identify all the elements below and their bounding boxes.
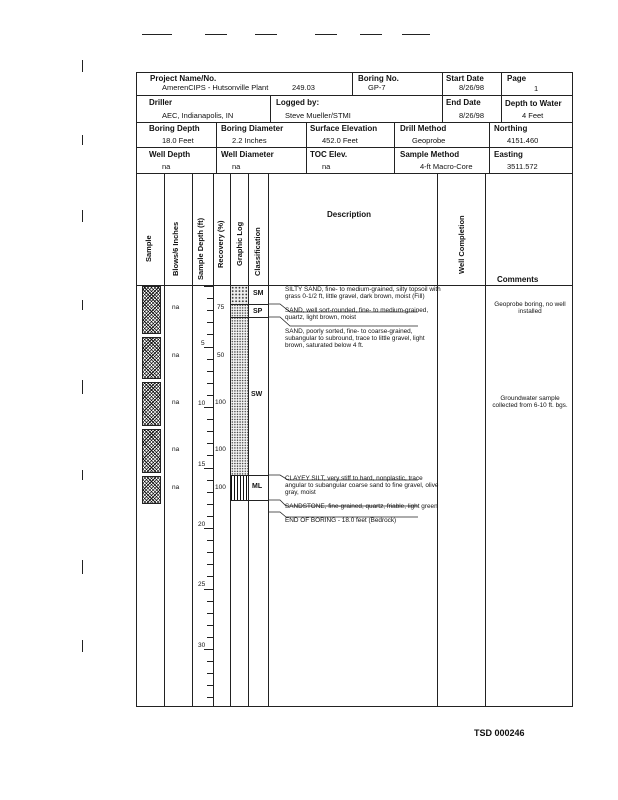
well-depth-label: Well Depth bbox=[149, 150, 191, 159]
scan-mark bbox=[82, 470, 83, 480]
depth-tick bbox=[207, 334, 213, 335]
comment-entry: Groundwater sample collected from 6-10 ft. bgs. bbox=[492, 395, 568, 410]
surface-elevation: 452.0 Feet bbox=[322, 136, 358, 145]
recovery-value: 75 bbox=[217, 304, 225, 311]
description-entry: END OF BORING - 18.0 feet (Bedrock) bbox=[285, 517, 397, 524]
depth-tick bbox=[207, 637, 213, 638]
toc-elevation: na bbox=[322, 162, 331, 171]
depth-tick bbox=[204, 649, 213, 650]
blows-value: na bbox=[172, 484, 180, 491]
depth-tick bbox=[207, 443, 213, 444]
driller: AEC, Indianapolis, IN bbox=[162, 111, 234, 120]
depth-tick bbox=[207, 419, 213, 420]
description-entry: SANDSTONE, fine-grained, quartz, friable, light green bbox=[285, 503, 438, 510]
northing: 4151.460 bbox=[507, 136, 539, 145]
project-label: Project Name/No. bbox=[150, 74, 217, 83]
project-name: AmerenCIPS - Hutsonville Plant bbox=[162, 83, 269, 92]
graphic-log-silty-sand bbox=[231, 286, 248, 304]
logged-by: Steve Mueller/STMI bbox=[285, 111, 351, 120]
graphic-log-sand bbox=[231, 304, 248, 475]
depth-tick-label: 20 bbox=[198, 521, 206, 528]
depth-tick bbox=[207, 576, 213, 577]
col-header-sample: Sample bbox=[144, 235, 153, 262]
depth-tick bbox=[207, 359, 213, 360]
depth-tick bbox=[207, 697, 213, 698]
classification-code: SP bbox=[253, 308, 263, 315]
driller-label: Driller bbox=[149, 98, 173, 107]
depth-tick bbox=[204, 286, 213, 287]
depth-tick bbox=[207, 310, 213, 311]
depth-tick-label: 25 bbox=[198, 581, 206, 588]
depth-tick bbox=[207, 552, 213, 553]
depth-tick bbox=[207, 395, 213, 396]
boring-depth-label: Boring Depth bbox=[149, 124, 200, 133]
northing-label: Northing bbox=[494, 124, 528, 133]
boring-diameter: 2.2 Inches bbox=[232, 136, 267, 145]
col-header-comments: Comments bbox=[497, 275, 539, 284]
col-header-blows: Blows/6 Inches bbox=[171, 221, 180, 276]
description-entry: SAND, well sort-rounded, fine- to medium-grained, quartz, light brown, moist bbox=[285, 307, 429, 322]
col-header-recovery: Recovery (%) bbox=[216, 220, 225, 268]
scan-mark bbox=[82, 210, 83, 222]
description-entry: SILTY SAND, fine- to medium-grained, silty topsoil with grass 0-1/2 ft, little gravel, dark brown, moist (Fill) bbox=[285, 286, 441, 301]
blows-value: na bbox=[172, 446, 180, 453]
sample-method-label: Sample Method bbox=[400, 150, 460, 159]
project-number: 249.03 bbox=[292, 83, 315, 92]
surface-elevation-label: Surface Elevation bbox=[310, 124, 378, 133]
depth-tick-label: 30 bbox=[198, 642, 206, 649]
depth-tick bbox=[207, 625, 213, 626]
depth-tick bbox=[207, 371, 213, 372]
end-date: 8/26/98 bbox=[459, 111, 485, 120]
depth-tick bbox=[207, 298, 213, 299]
end-date-label: End Date bbox=[446, 98, 481, 107]
description-entry: CLAYEY SILT, very stiff to hard, nonplastic, trace angular to subangular coarse sand to fine gravel, olive gray, moist bbox=[285, 475, 439, 497]
drill-method: Geoprobe bbox=[412, 136, 446, 145]
depth-tick bbox=[207, 431, 213, 432]
depth-tick bbox=[204, 589, 213, 590]
col-header-classification: Classification bbox=[253, 227, 262, 276]
scan-mark bbox=[360, 34, 382, 35]
start-date: 8/26/98 bbox=[459, 83, 485, 92]
scan-mark bbox=[82, 135, 83, 145]
scan-mark bbox=[255, 34, 277, 35]
depth-tick bbox=[207, 480, 213, 481]
depth-tick bbox=[207, 673, 213, 674]
boring-depth: 18.0 Feet bbox=[162, 136, 194, 145]
scan-mark bbox=[82, 560, 83, 574]
classification-code: ML bbox=[252, 483, 263, 490]
sample-interval bbox=[142, 476, 161, 504]
scan-mark bbox=[82, 380, 83, 394]
comment-entry: Geoprobe boring, no well installed bbox=[494, 301, 566, 316]
boring-no-label: Boring No. bbox=[358, 74, 399, 83]
graphic-log-clayey-silt bbox=[231, 475, 248, 500]
blows-value: na bbox=[172, 304, 180, 311]
scan-mark bbox=[82, 300, 83, 310]
recovery-value: 100 bbox=[215, 446, 226, 453]
well-diameter: na bbox=[232, 162, 241, 171]
depth-to-water: 4 Feet bbox=[522, 111, 544, 120]
sample-method: 4-ft Macro-Core bbox=[420, 162, 473, 171]
depth-tick bbox=[207, 685, 213, 686]
col-header-well-completion: Well Completion bbox=[457, 215, 466, 274]
depth-tick bbox=[207, 322, 213, 323]
depth-tick bbox=[204, 407, 213, 408]
scan-mark bbox=[402, 34, 430, 35]
col-header-graphic-log: Graphic Log bbox=[235, 221, 244, 266]
toc-elevation-label: TOC Elev. bbox=[310, 150, 348, 159]
document-id: TSD 000246 bbox=[474, 728, 525, 738]
depth-tick bbox=[207, 504, 213, 505]
description-entry: SAND, poorly sorted, fine- to coarse-grained, subangular to subround, trace to little gravel, light brown, saturated below 4 ft. bbox=[285, 328, 425, 350]
logged-by-label: Logged by: bbox=[276, 98, 320, 107]
scan-mark bbox=[82, 640, 83, 652]
boring-no: GP-7 bbox=[368, 83, 386, 92]
depth-tick bbox=[204, 468, 213, 469]
page-number: 1 bbox=[534, 84, 539, 93]
sample-interval bbox=[142, 429, 161, 473]
depth-tick bbox=[207, 516, 213, 517]
well-diameter-label: Well Diameter bbox=[221, 150, 274, 159]
depth-tick bbox=[207, 492, 213, 493]
recovery-value: 100 bbox=[215, 484, 226, 491]
easting-label: Easting bbox=[494, 150, 523, 159]
depth-tick bbox=[207, 613, 213, 614]
page-label: Page bbox=[507, 74, 527, 83]
depth-tick bbox=[204, 347, 213, 348]
depth-tick bbox=[207, 601, 213, 602]
scan-mark bbox=[205, 34, 227, 35]
depth-tick-label: 15 bbox=[198, 461, 206, 468]
classification-code: SM bbox=[253, 290, 264, 297]
scan-mark bbox=[142, 34, 172, 35]
start-date-label: Start Date bbox=[446, 74, 484, 83]
boring-diameter-label: Boring Diameter bbox=[221, 124, 284, 133]
sample-interval bbox=[142, 337, 161, 379]
blows-value: na bbox=[172, 352, 180, 359]
well-depth: na bbox=[162, 162, 171, 171]
classification-code: SW bbox=[251, 391, 263, 398]
scan-mark bbox=[315, 34, 337, 35]
depth-tick bbox=[207, 383, 213, 384]
blows-value: na bbox=[172, 399, 180, 406]
recovery-value: 50 bbox=[217, 352, 225, 359]
depth-tick-label: 5 bbox=[201, 340, 205, 347]
depth-tick bbox=[204, 528, 213, 529]
depth-tick bbox=[207, 564, 213, 565]
recovery-value: 100 bbox=[215, 399, 226, 406]
depth-tick bbox=[207, 455, 213, 456]
sample-interval bbox=[142, 286, 161, 334]
easting: 3511.572 bbox=[507, 162, 538, 171]
depth-to-water-label: Depth to Water bbox=[505, 99, 562, 108]
drill-method-label: Drill Method bbox=[400, 124, 447, 133]
col-header-sample-depth: Sample Depth (ft) bbox=[196, 217, 205, 280]
depth-tick bbox=[207, 661, 213, 662]
col-header-description: Description bbox=[327, 210, 372, 219]
depth-tick bbox=[207, 540, 213, 541]
scan-mark bbox=[82, 60, 83, 72]
depth-tick-label: 10 bbox=[198, 400, 206, 407]
sample-interval bbox=[142, 382, 161, 426]
